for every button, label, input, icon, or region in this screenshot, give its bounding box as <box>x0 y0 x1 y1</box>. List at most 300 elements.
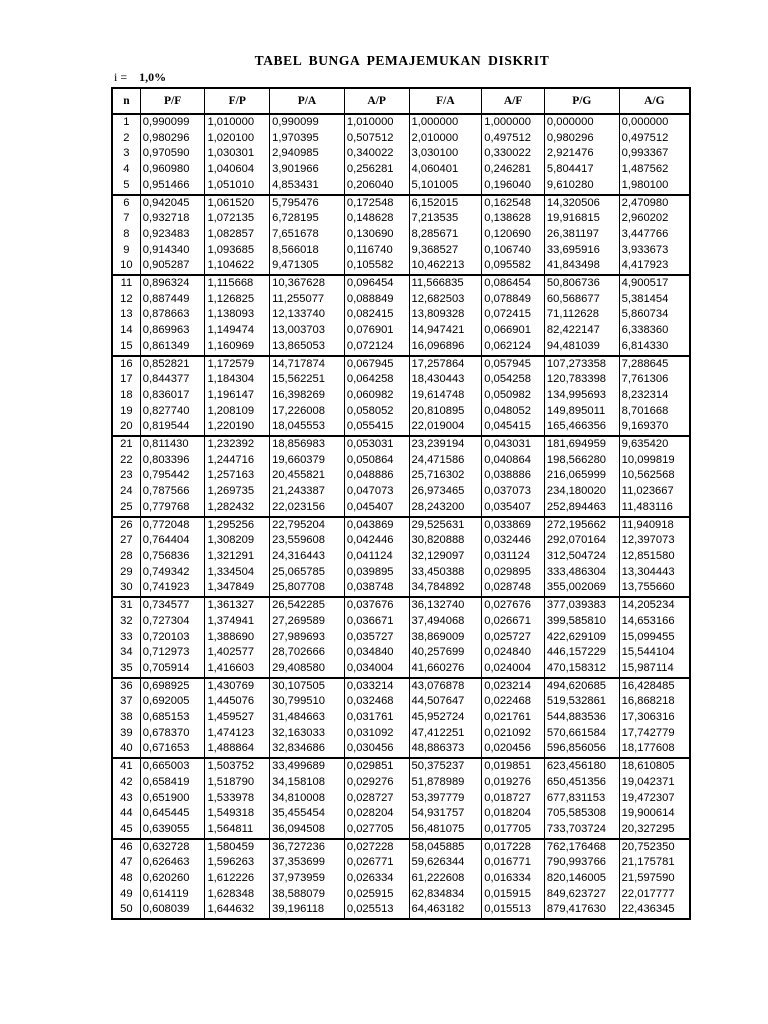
cell-a-g: 9,169370 <box>619 419 690 436</box>
cell-p-g: 790,993766 <box>544 855 619 871</box>
cell-f-p: 1,334504 <box>205 565 270 581</box>
cell-f-a: 38,869009 <box>409 630 482 646</box>
cell-f-p: 1,093685 <box>205 243 270 259</box>
cell-p-g: 0,000000 <box>544 114 619 131</box>
cell-a-p: 0,032468 <box>344 694 409 710</box>
cell-n: 38 <box>112 710 140 726</box>
cell-a-p: 0,036671 <box>344 614 409 630</box>
table-row <box>112 822 690 839</box>
table-row <box>112 645 690 661</box>
cell-n: 48 <box>112 871 140 887</box>
cell-p-a: 23,559608 <box>270 533 345 549</box>
cell-f-a: 29,525631 <box>409 517 482 534</box>
cell-p-a: 14,717874 <box>270 356 345 373</box>
cell-f-p: 1,126825 <box>205 292 270 308</box>
cell-p-g: 33,695916 <box>544 243 619 259</box>
cell-p-a: 0,990099 <box>270 114 345 131</box>
cell-p-a: 21,243387 <box>270 484 345 500</box>
table-row <box>112 436 690 453</box>
cell-a-p: 0,029276 <box>344 775 409 791</box>
cell-p-f: 0,692005 <box>140 694 205 710</box>
cell-p-f: 0,896324 <box>140 275 205 292</box>
interest-rate-label: i = <box>114 70 128 84</box>
cell-a-p: 0,082415 <box>344 307 409 323</box>
cell-n: 23 <box>112 468 140 484</box>
cell-a-g: 9,635420 <box>619 436 690 453</box>
cell-p-g: 26,381197 <box>544 227 619 243</box>
table-row <box>112 871 690 887</box>
cell-p-f: 0,803396 <box>140 453 205 469</box>
cell-p-f: 0,626463 <box>140 855 205 871</box>
cell-n: 28 <box>112 549 140 565</box>
cell-a-f: 0,120690 <box>482 227 545 243</box>
cell-a-p: 0,053031 <box>344 436 409 453</box>
cell-f-a: 1,000000 <box>409 114 482 131</box>
cell-p-f: 0,632728 <box>140 839 205 856</box>
table-row <box>112 323 690 339</box>
cell-p-g: 849,623727 <box>544 887 619 903</box>
cell-a-p: 0,026334 <box>344 871 409 887</box>
table-row <box>112 597 690 614</box>
cell-a-g: 18,610805 <box>619 758 690 775</box>
cell-f-a: 18,430443 <box>409 372 482 388</box>
cell-f-p: 1,430769 <box>205 678 270 695</box>
cell-p-a: 28,702666 <box>270 645 345 661</box>
cell-p-g: 623,456180 <box>544 758 619 775</box>
table-row <box>112 549 690 565</box>
cell-p-f: 0,749342 <box>140 565 205 581</box>
cell-p-g: 50,806736 <box>544 275 619 292</box>
cell-f-p: 1,580459 <box>205 839 270 856</box>
cell-p-f: 0,951466 <box>140 178 205 195</box>
cell-a-p: 0,206040 <box>344 178 409 195</box>
cell-f-p: 1,257163 <box>205 468 270 484</box>
cell-f-a: 48,886373 <box>409 741 482 758</box>
cell-n: 8 <box>112 227 140 243</box>
cell-n: 3 <box>112 146 140 162</box>
cell-p-g: 377,039383 <box>544 597 619 614</box>
cell-a-f: 0,246281 <box>482 162 545 178</box>
cell-p-a: 34,810008 <box>270 791 345 807</box>
table-row <box>112 741 690 758</box>
table-row <box>112 243 690 259</box>
cell-a-p: 0,038748 <box>344 580 409 597</box>
table-row <box>112 211 690 227</box>
cell-p-f: 0,665003 <box>140 758 205 775</box>
table-row <box>112 533 690 549</box>
cell-p-a: 25,065785 <box>270 565 345 581</box>
cell-f-p: 1,020100 <box>205 131 270 147</box>
cell-a-g: 4,417923 <box>619 258 690 275</box>
table-row <box>112 195 690 212</box>
cell-a-p: 0,030456 <box>344 741 409 758</box>
cell-a-g: 6,338360 <box>619 323 690 339</box>
cell-a-f: 0,057945 <box>482 356 545 373</box>
cell-a-g: 19,472307 <box>619 791 690 807</box>
cell-f-p: 1,388690 <box>205 630 270 646</box>
cell-n: 11 <box>112 275 140 292</box>
cell-n: 44 <box>112 806 140 822</box>
cell-a-p: 0,025915 <box>344 887 409 903</box>
cell-a-p: 0,028204 <box>344 806 409 822</box>
cell-n: 10 <box>112 258 140 275</box>
cell-p-g: 252,894463 <box>544 500 619 517</box>
cell-a-f: 0,017705 <box>482 822 545 839</box>
cell-f-a: 45,952724 <box>409 710 482 726</box>
table-row <box>112 565 690 581</box>
cell-a-f: 0,045415 <box>482 419 545 436</box>
cell-a-f: 0,038886 <box>482 468 545 484</box>
cell-a-p: 0,148628 <box>344 211 409 227</box>
cell-f-a: 9,368527 <box>409 243 482 259</box>
cell-p-a: 19,660379 <box>270 453 345 469</box>
cell-a-f: 0,017228 <box>482 839 545 856</box>
cell-f-p: 1,533978 <box>205 791 270 807</box>
cell-f-p: 1,072135 <box>205 211 270 227</box>
cell-a-p: 0,340022 <box>344 146 409 162</box>
cell-f-p: 1,149474 <box>205 323 270 339</box>
cell-p-g: 19,916815 <box>544 211 619 227</box>
cell-a-p: 0,050864 <box>344 453 409 469</box>
cell-n: 14 <box>112 323 140 339</box>
cell-p-a: 5,795476 <box>270 195 345 212</box>
cell-a-f: 0,048052 <box>482 404 545 420</box>
cell-p-f: 0,827740 <box>140 404 205 420</box>
cell-p-g: 422,629109 <box>544 630 619 646</box>
cell-a-g: 0,000000 <box>619 114 690 131</box>
cell-f-p: 1,612226 <box>205 871 270 887</box>
cell-f-p: 1,040604 <box>205 162 270 178</box>
cell-a-p: 0,043869 <box>344 517 409 534</box>
cell-f-p: 1,244716 <box>205 453 270 469</box>
cell-n: 35 <box>112 661 140 678</box>
cell-p-g: 198,566280 <box>544 453 619 469</box>
cell-n: 22 <box>112 453 140 469</box>
table-row <box>112 292 690 308</box>
table-row <box>112 614 690 630</box>
cell-f-p: 1,282432 <box>205 500 270 517</box>
cell-a-f: 0,162548 <box>482 195 545 212</box>
cell-p-f: 0,942045 <box>140 195 205 212</box>
cell-p-a: 37,973959 <box>270 871 345 887</box>
cell-f-a: 8,285671 <box>409 227 482 243</box>
cell-a-g: 5,381454 <box>619 292 690 308</box>
cell-a-g: 13,755660 <box>619 580 690 597</box>
cell-p-f: 0,836017 <box>140 388 205 404</box>
cell-a-p: 0,048886 <box>344 468 409 484</box>
cell-a-g: 14,205234 <box>619 597 690 614</box>
cell-a-g: 13,304443 <box>619 565 690 581</box>
cell-a-f: 0,015915 <box>482 887 545 903</box>
cell-f-p: 1,061520 <box>205 195 270 212</box>
cell-n: 4 <box>112 162 140 178</box>
cell-a-g: 1,487562 <box>619 162 690 178</box>
cell-n: 16 <box>112 356 140 373</box>
cell-p-f: 0,705914 <box>140 661 205 678</box>
cell-n: 5 <box>112 178 140 195</box>
cell-a-g: 0,993367 <box>619 146 690 162</box>
cell-a-f: 0,020456 <box>482 741 545 758</box>
cell-p-g: 820,146005 <box>544 871 619 887</box>
cell-p-a: 38,588079 <box>270 887 345 903</box>
cell-p-a: 1,970395 <box>270 131 345 147</box>
cell-f-a: 41,660276 <box>409 661 482 678</box>
cell-p-a: 9,471305 <box>270 258 345 275</box>
cell-a-p: 0,507512 <box>344 131 409 147</box>
cell-f-p: 1,104622 <box>205 258 270 275</box>
cell-p-a: 4,853431 <box>270 178 345 195</box>
cell-a-p: 0,027705 <box>344 822 409 839</box>
cell-a-f: 0,029895 <box>482 565 545 581</box>
cell-f-p: 1,196147 <box>205 388 270 404</box>
cell-a-p: 0,064258 <box>344 372 409 388</box>
cell-a-p: 0,256281 <box>344 162 409 178</box>
table-row <box>112 484 690 500</box>
cell-n: 42 <box>112 775 140 791</box>
cell-p-a: 18,045553 <box>270 419 345 436</box>
cell-a-f: 0,022468 <box>482 694 545 710</box>
cell-f-a: 40,257699 <box>409 645 482 661</box>
cell-p-f: 0,914340 <box>140 243 205 259</box>
cell-f-p: 1,160969 <box>205 339 270 356</box>
cell-f-p: 1,518790 <box>205 775 270 791</box>
cell-p-a: 33,499689 <box>270 758 345 775</box>
cell-a-p: 0,088849 <box>344 292 409 308</box>
cell-f-p: 1,596263 <box>205 855 270 871</box>
cell-p-f: 0,671653 <box>140 741 205 758</box>
cell-a-f: 0,018727 <box>482 791 545 807</box>
cell-f-p: 1,474123 <box>205 726 270 742</box>
cell-f-a: 10,462213 <box>409 258 482 275</box>
cell-p-f: 0,712973 <box>140 645 205 661</box>
cell-n: 50 <box>112 902 140 919</box>
cell-a-g: 4,900517 <box>619 275 690 292</box>
table-row <box>112 146 690 162</box>
table-row <box>112 758 690 775</box>
cell-n: 37 <box>112 694 140 710</box>
cell-p-f: 0,844377 <box>140 372 205 388</box>
cell-a-f: 0,032446 <box>482 533 545 549</box>
cell-f-a: 62,834834 <box>409 887 482 903</box>
cell-f-p: 1,564811 <box>205 822 270 839</box>
cell-a-f: 0,095582 <box>482 258 545 275</box>
cell-p-a: 17,226008 <box>270 404 345 420</box>
cell-a-f: 0,016334 <box>482 871 545 887</box>
cell-a-g: 6,814330 <box>619 339 690 356</box>
cell-p-g: 333,486304 <box>544 565 619 581</box>
cell-p-a: 27,269589 <box>270 614 345 630</box>
cell-a-f: 0,018204 <box>482 806 545 822</box>
cell-n: 20 <box>112 419 140 436</box>
cell-f-p: 1,232392 <box>205 436 270 453</box>
cell-a-f: 0,019276 <box>482 775 545 791</box>
cell-p-g: 149,895011 <box>544 404 619 420</box>
table-row <box>112 580 690 597</box>
cell-p-a: 29,408580 <box>270 661 345 678</box>
cell-n: 13 <box>112 307 140 323</box>
cell-n: 49 <box>112 887 140 903</box>
cell-p-a: 22,795204 <box>270 517 345 534</box>
cell-f-p: 1,269735 <box>205 484 270 500</box>
cell-f-p: 1,361327 <box>205 597 270 614</box>
cell-p-f: 0,651900 <box>140 791 205 807</box>
cell-p-g: 120,783398 <box>544 372 619 388</box>
cell-a-g: 19,900614 <box>619 806 690 822</box>
column-header-a-g: A/G <box>619 88 690 114</box>
cell-p-f: 0,960980 <box>140 162 205 178</box>
cell-a-f: 0,078849 <box>482 292 545 308</box>
cell-p-a: 34,158108 <box>270 775 345 791</box>
cell-f-a: 47,412251 <box>409 726 482 742</box>
cell-p-a: 11,255077 <box>270 292 345 308</box>
cell-a-f: 0,330022 <box>482 146 545 162</box>
cell-a-f: 0,086454 <box>482 275 545 292</box>
cell-p-f: 0,852821 <box>140 356 205 373</box>
cell-a-g: 22,017777 <box>619 887 690 903</box>
cell-a-p: 0,029851 <box>344 758 409 775</box>
cell-f-a: 20,810895 <box>409 404 482 420</box>
cell-p-g: 762,176468 <box>544 839 619 856</box>
cell-p-g: 596,856056 <box>544 741 619 758</box>
cell-a-g: 16,868218 <box>619 694 690 710</box>
cell-p-f: 0,698925 <box>140 678 205 695</box>
cell-a-p: 0,025513 <box>344 902 409 919</box>
cell-a-p: 0,058052 <box>344 404 409 420</box>
cell-a-f: 0,033869 <box>482 517 545 534</box>
column-header-a-f: A/F <box>482 88 545 114</box>
cell-p-a: 36,094508 <box>270 822 345 839</box>
cell-a-f: 0,497512 <box>482 131 545 147</box>
cell-f-p: 1,115668 <box>205 275 270 292</box>
cell-a-g: 18,177608 <box>619 741 690 758</box>
cell-a-f: 0,023214 <box>482 678 545 695</box>
cell-f-p: 1,295256 <box>205 517 270 534</box>
cell-p-g: 650,451356 <box>544 775 619 791</box>
cell-f-p: 1,402577 <box>205 645 270 661</box>
cell-f-p: 1,459527 <box>205 710 270 726</box>
cell-p-g: 272,195662 <box>544 517 619 534</box>
cell-p-f: 0,639055 <box>140 822 205 839</box>
cell-p-f: 0,764404 <box>140 533 205 549</box>
interest-rate <box>114 70 166 85</box>
cell-p-f: 0,734577 <box>140 597 205 614</box>
cell-a-f: 0,066901 <box>482 323 545 339</box>
cell-p-f: 0,620260 <box>140 871 205 887</box>
cell-a-g: 21,597590 <box>619 871 690 887</box>
cell-n: 45 <box>112 822 140 839</box>
cell-a-g: 7,288645 <box>619 356 690 373</box>
cell-n: 32 <box>112 614 140 630</box>
cell-n: 24 <box>112 484 140 500</box>
column-header-f-p: F/P <box>205 88 270 114</box>
cell-n: 34 <box>112 645 140 661</box>
cell-p-a: 7,651678 <box>270 227 345 243</box>
cell-a-p: 0,096454 <box>344 275 409 292</box>
cell-p-g: 0,980296 <box>544 131 619 147</box>
cell-p-g: 71,112628 <box>544 307 619 323</box>
interest-factor-table <box>111 87 691 920</box>
cell-a-f: 0,021092 <box>482 726 545 742</box>
cell-a-f: 0,106740 <box>482 243 545 259</box>
cell-p-f: 0,923483 <box>140 227 205 243</box>
cell-p-a: 32,834686 <box>270 741 345 758</box>
table-row <box>112 887 690 903</box>
cell-n: 29 <box>112 565 140 581</box>
cell-f-p: 1,644632 <box>205 902 270 919</box>
cell-a-g: 22,436345 <box>619 902 690 919</box>
cell-f-a: 53,397779 <box>409 791 482 807</box>
cell-p-g: 165,466356 <box>544 419 619 436</box>
cell-p-f: 0,970590 <box>140 146 205 162</box>
table-row <box>112 356 690 373</box>
cell-a-p: 0,055415 <box>344 419 409 436</box>
cell-p-a: 10,367628 <box>270 275 345 292</box>
cell-p-a: 36,727236 <box>270 839 345 856</box>
cell-p-g: 677,831153 <box>544 791 619 807</box>
cell-f-p: 1,321291 <box>205 549 270 565</box>
cell-f-a: 19,614748 <box>409 388 482 404</box>
cell-a-f: 0,031124 <box>482 549 545 565</box>
cell-p-f: 0,932718 <box>140 211 205 227</box>
table-row <box>112 517 690 534</box>
cell-a-g: 21,175781 <box>619 855 690 871</box>
cell-a-f: 1,000000 <box>482 114 545 131</box>
cell-f-a: 24,471586 <box>409 453 482 469</box>
table-row <box>112 162 690 178</box>
cell-a-g: 16,428485 <box>619 678 690 695</box>
cell-f-p: 1,488864 <box>205 741 270 758</box>
cell-p-g: 234,180020 <box>544 484 619 500</box>
cell-p-a: 30,799510 <box>270 694 345 710</box>
cell-f-a: 5,101005 <box>409 178 482 195</box>
cell-a-f: 0,035407 <box>482 500 545 517</box>
cell-a-g: 0,497512 <box>619 131 690 147</box>
cell-a-f: 0,196040 <box>482 178 545 195</box>
cell-a-p: 0,060982 <box>344 388 409 404</box>
cell-p-a: 26,542285 <box>270 597 345 614</box>
cell-p-a: 8,566018 <box>270 243 345 259</box>
cell-n: 6 <box>112 195 140 212</box>
cell-n: 17 <box>112 372 140 388</box>
cell-p-g: 733,703724 <box>544 822 619 839</box>
table-row <box>112 775 690 791</box>
interest-rate-value: 1,0% <box>139 70 167 84</box>
cell-a-f: 0,026671 <box>482 614 545 630</box>
cell-n: 33 <box>112 630 140 646</box>
cell-p-g: 705,585308 <box>544 806 619 822</box>
cell-a-p: 0,035727 <box>344 630 409 646</box>
cell-f-a: 7,213535 <box>409 211 482 227</box>
cell-a-p: 0,045407 <box>344 500 409 517</box>
cell-p-f: 0,980296 <box>140 131 205 147</box>
cell-a-g: 1,980100 <box>619 178 690 195</box>
column-header-n: n <box>112 88 140 114</box>
cell-a-f: 0,040864 <box>482 453 545 469</box>
table-row <box>112 500 690 517</box>
cell-p-a: 3,901966 <box>270 162 345 178</box>
cell-n: 47 <box>112 855 140 871</box>
cell-f-a: 33,450388 <box>409 565 482 581</box>
table-row <box>112 258 690 275</box>
cell-f-a: 50,375237 <box>409 758 482 775</box>
cell-a-p: 1,010000 <box>344 114 409 131</box>
table-body <box>112 114 690 919</box>
cell-p-a: 35,455454 <box>270 806 345 822</box>
cell-p-g: 470,158312 <box>544 661 619 678</box>
cell-f-a: 54,931757 <box>409 806 482 822</box>
cell-a-g: 5,860734 <box>619 307 690 323</box>
cell-a-g: 11,483116 <box>619 500 690 517</box>
